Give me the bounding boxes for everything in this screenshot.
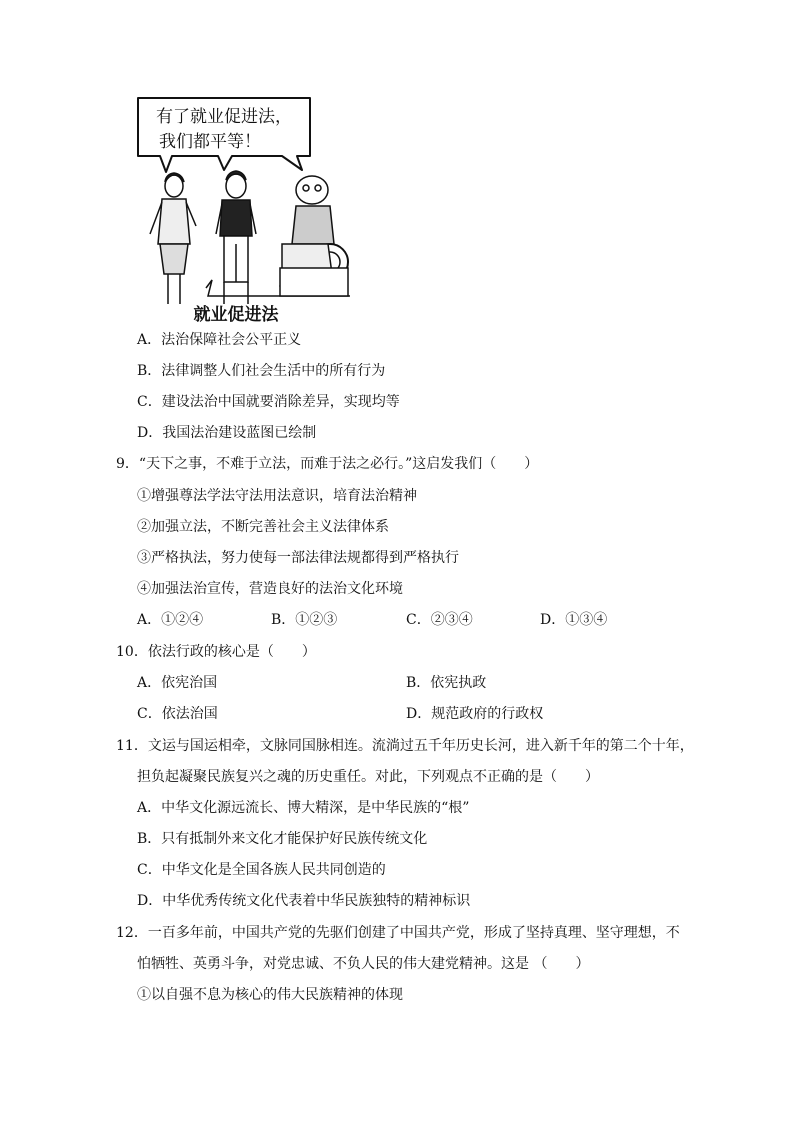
employment-promotion-law-cartoon	[132, 94, 358, 326]
q12-item-1: ①以自强不息为核心的伟大民族精神的体现	[137, 987, 403, 1003]
q9-item-3: ③严格执法，努力使每一部法律法规都得到严格执行	[137, 550, 459, 566]
q12-stem-line-1: 12．一百多年前，中国共产党的先驱们创建了中国共产党，形成了坚持真理、坚守理想，不	[116, 925, 680, 941]
q9-item-2: ②加强立法，不断完善社会主义法律体系	[137, 519, 389, 535]
q9-item-4: ④加强法治宣传，营造良好的法治文化环境	[137, 581, 403, 597]
q10-option-d: D．规范政府的行政权	[406, 706, 544, 722]
q9-stem: 9．“天下之事，不难于立法，而难于法之必行。”这启发我们（ ）	[116, 456, 539, 472]
q10-stem: 10．依法行政的核心是（ ）	[116, 644, 316, 660]
q8-option-c: C．建设法治中国就要消除差异，实现均等	[137, 394, 400, 410]
q11-stem-line-2: 担负起凝聚民族复兴之魂的历史重任。对此，下列观点不正确的是（ ）	[137, 769, 599, 785]
man-figure	[216, 171, 256, 304]
q11-option-b: B．只有抵制外来文化才能保护好民族传统文化	[137, 831, 428, 847]
q10-option-c: C．依法治国	[137, 706, 218, 722]
q9-option-d: D．①③④	[540, 612, 608, 628]
cartoon-caption: 就业促进法	[193, 305, 279, 325]
q12-stem-line-2: 怕牺牲、英勇斗争，对党忠诚、不负人民的伟大建党精神。这是 （ ）	[137, 956, 590, 972]
q9-option-a: A．①②④	[137, 612, 204, 628]
q11-option-c: C．中华文化是全国各族人民共同创造的	[137, 862, 386, 878]
q10-option-b: B．依宪执政	[406, 675, 487, 691]
woman-figure	[150, 173, 196, 304]
speech-line-2: 我们都平等！	[159, 132, 261, 152]
q11-option-a: A．中华文化源远流长、博大精深，是中华民族的“根”	[137, 800, 470, 816]
q8-option-d: D．我国法治建设蓝图已绘制	[137, 425, 317, 441]
q10-option-a: A．依宪治国	[137, 675, 218, 691]
q8-option-a: A．法治保障社会公平正义	[137, 332, 302, 348]
speech-line-1: 有了就业促进法，	[156, 107, 292, 127]
q8-option-b: B．法律调整人们社会生活中的所有行为	[137, 363, 386, 379]
q9-item-1: ①增强尊法学法守法用法意识，培育法治精神	[137, 488, 417, 504]
raised-step	[280, 268, 348, 296]
q9-option-b: B．①②③	[271, 612, 338, 628]
q9-option-c: C．②③④	[406, 612, 473, 628]
q11-stem-line-1: 11．文运与国运相牵，文脉同国脉相连。流淌过五千年历史长河，进入新千年的第二个十年，	[116, 738, 694, 754]
q11-option-d: D．中华优秀传统文化代表着中华民族独特的精神标识	[137, 893, 471, 909]
